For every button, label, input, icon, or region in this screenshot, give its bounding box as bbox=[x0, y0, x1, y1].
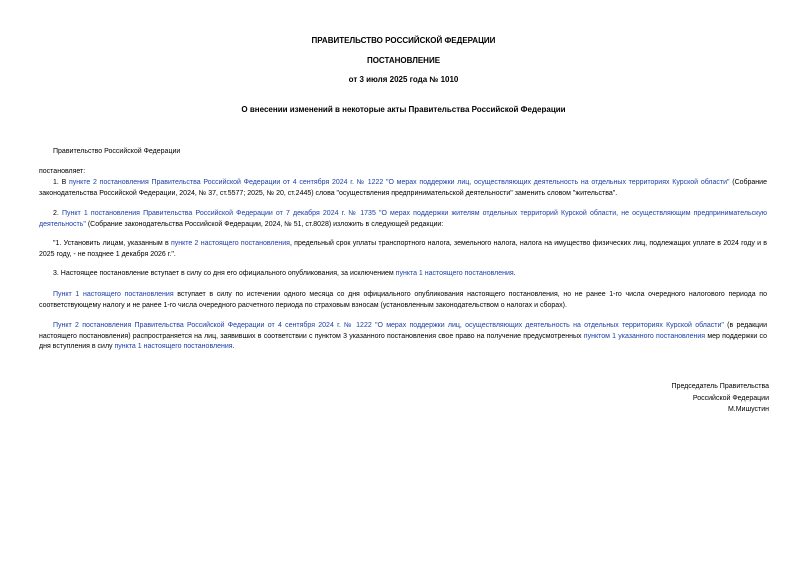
date-number: от 3 июля 2025 года № 1010 bbox=[348, 75, 459, 84]
link-p5-3[interactable]: пункта 1 настоящего постановления bbox=[114, 343, 233, 351]
paragraph-3-text: 3. Настоящее постановление вступает в силу со дня его официального опубликования, за исключением bbox=[53, 270, 396, 277]
link-p1[interactable]: пункте 2 постановления Правительства Российской Федерации от 4 сентября 2024 г. № 1222 "О мерах поддержки лиц, осуществляющих деятельность на отдельных территориях Курской области" bbox=[68, 179, 730, 186]
paragraph-5-text-1: (в редакции настоящего постановления) распространяется на лиц, заявивших в соответствии с пунктом 3 указанного постановления свое право на получение предусмотренных bbox=[39, 322, 767, 340]
document-title: О внесении изменений в некоторые акты Правительства Российской Федерации bbox=[241, 105, 566, 114]
paragraph-2-text: (Собрание законодательства Российской Федерации, 2024, № 51, ст.8028) изложить в следующей редакции: bbox=[85, 220, 444, 228]
paragraph-1-text: (Собрание законодательства Российской Федерации, 2024, № 37, ст.5577; 2025, № 20, ст.2445) слова "осуществления предпринимательской деятельности" заменить словом "жительства". bbox=[39, 179, 767, 197]
link-p2[interactable]: Пункт 1 постановления Правительства Российской Федерации от 7 декабря 2024 г. № 1735 "О мерах поддержки жителям отдельных территорий Курской области, не осуществляющим предпринимательскую деятельность" bbox=[39, 210, 767, 228]
quote-after: , предельный срок уплаты транспортного налога, земельного налога, налога на имущество физических лиц, подлежащих уплате в 2024 году и в 2025 году, - не позднее 1 декабря 2026 г.". bbox=[39, 240, 767, 258]
link-p3[interactable]: пункта 1 настоящего постановления bbox=[395, 270, 514, 277]
paragraph-3 bbox=[39, 269, 767, 280]
paragraph-5-text-2: мер поддержки со дня вступления в силу bbox=[39, 332, 767, 351]
paragraph-5-end: . bbox=[232, 343, 235, 351]
link-quote[interactable]: пункте 2 настоящего постановления bbox=[170, 240, 290, 247]
paragraph-4-text: вступает в силу по истечении одного месяца со дня официального опубликования настоящего постановления, но не ранее 1-го числа очередного налогового периода по соответствующему налогу и не ранее 1-го числа очередного расчетного периода по страховым взносам (установленным законодательством о налогах и сборах). bbox=[39, 291, 767, 309]
paragraph-1-num: 1. В bbox=[53, 179, 69, 186]
signature-block bbox=[569, 381, 769, 416]
intro-decides: постановляет: bbox=[39, 168, 86, 175]
paragraph-2-num: 2. bbox=[53, 210, 62, 217]
signature-name: М.Мишустин bbox=[727, 406, 769, 413]
signature-title-1: Председатель Правительства bbox=[671, 383, 769, 390]
paragraph-2 bbox=[39, 209, 767, 230]
paragraph-4 bbox=[39, 290, 767, 311]
paragraph-5 bbox=[39, 321, 767, 353]
paragraph-1 bbox=[39, 178, 767, 199]
paragraph-3-end: . bbox=[513, 270, 516, 277]
intro-government: Правительство Российской Федерации bbox=[53, 148, 181, 155]
link-p4[interactable]: Пункт 1 настоящего постановления bbox=[53, 291, 174, 298]
doc-type-heading: ПОСТАНОВЛЕНИЕ bbox=[366, 56, 441, 65]
signature-title-2: Российской Федерации bbox=[692, 394, 769, 402]
link-p5-1[interactable]: Пункт 2 постановления Правительства Российской Федерации от 4 сентября 2024 г. № 1222 "О мерах поддержки лиц, осуществляющих деятельность на отдельных территориях Курской области" bbox=[53, 322, 724, 329]
quoted-paragraph bbox=[39, 239, 767, 260]
org-heading: ПРАВИТЕЛЬСТВО РОССИЙСКОЙ ФЕДЕРАЦИИ bbox=[311, 36, 496, 45]
quote-before: "1. Установить лицам, указанным в bbox=[53, 240, 171, 247]
link-p5-2[interactable]: пунктом 1 указанного постановления bbox=[583, 332, 706, 340]
